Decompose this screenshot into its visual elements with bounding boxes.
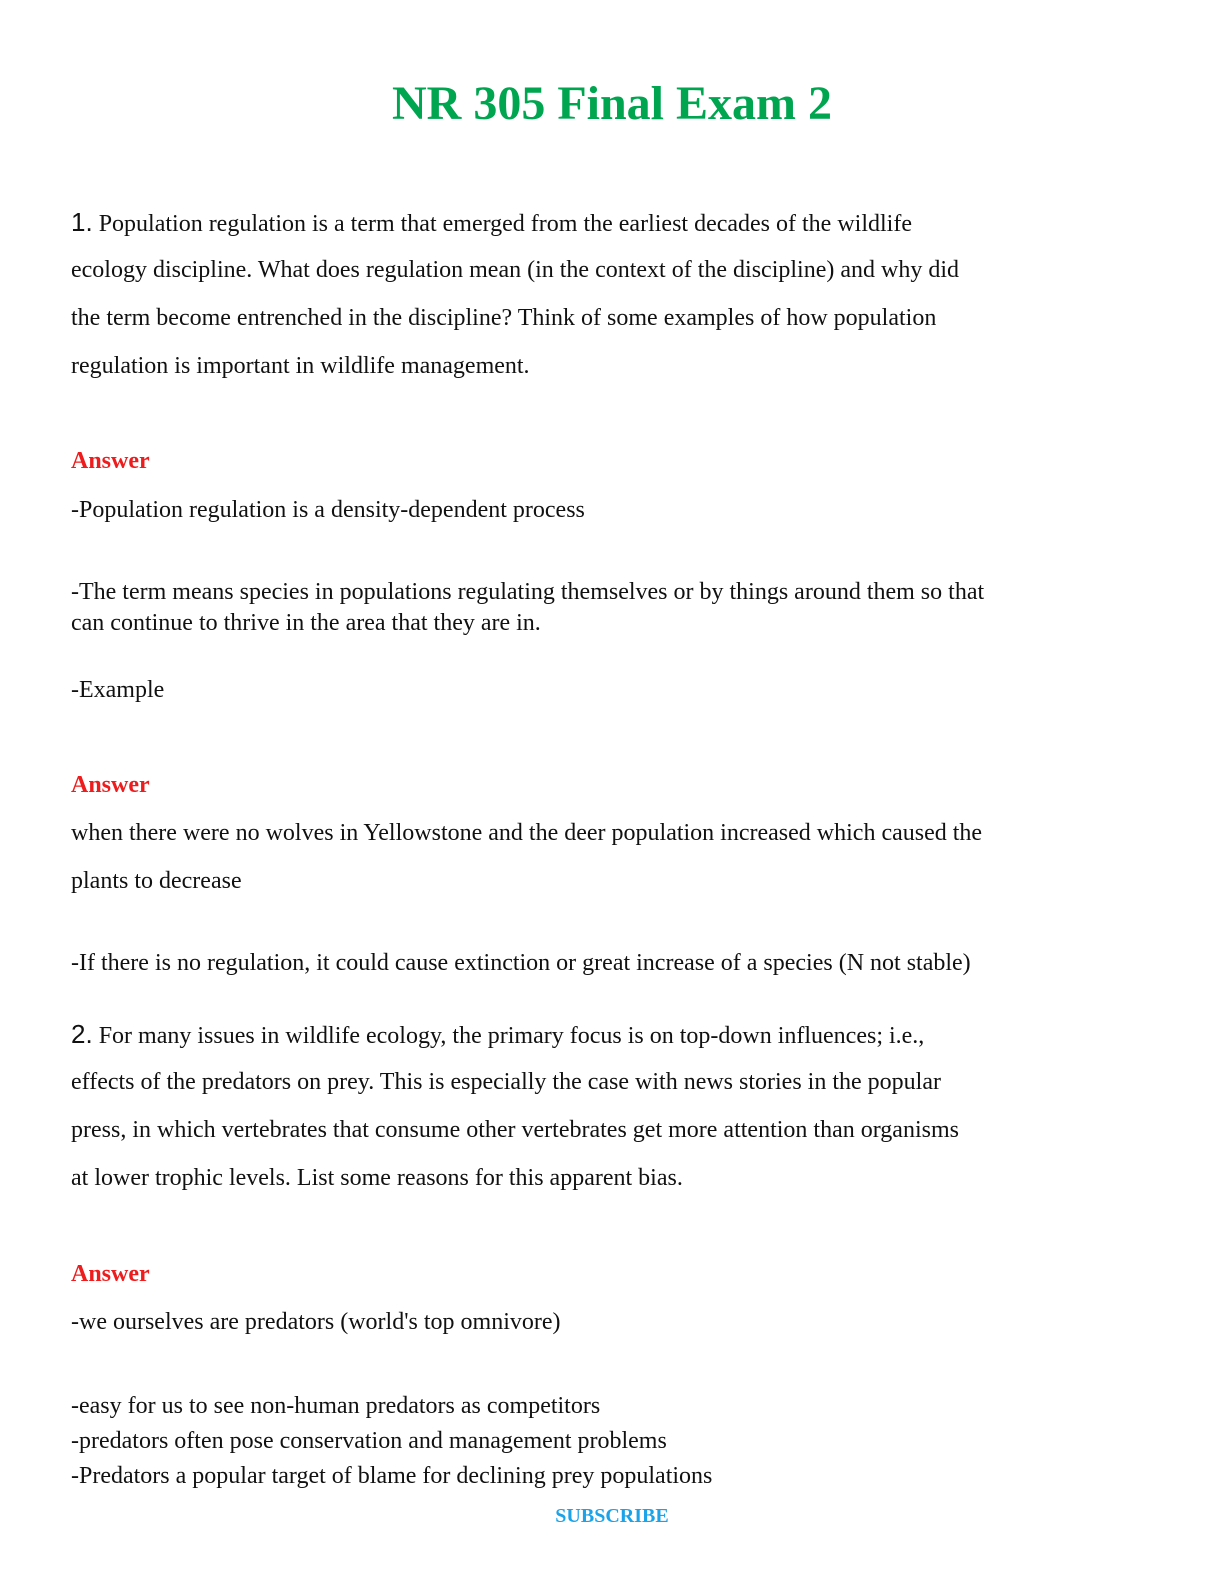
question-2-text-1: For many issues in wildlife ecology, the primary focus is on top-down influences; i.e.,	[98, 1023, 925, 1049]
answer-3-line-2: -easy for us to see non-human predators as competitors	[71, 1393, 601, 1419]
answer-1-line-1: -Population regulation is a density-dependent process	[71, 497, 585, 523]
question-1-number: 1.	[71, 207, 93, 237]
question-2-number: 2.	[71, 1019, 93, 1049]
answer-2-line-2: plants to decrease	[71, 868, 242, 894]
question-2-line-2: effects of the predators on prey. This is especially the case with news stories in the popular	[71, 1069, 941, 1095]
document-title: NR 305 Final Exam 2	[391, 77, 832, 130]
question-2-line-1	[71, 1019, 924, 1051]
answer-2-label: Answer	[71, 772, 150, 798]
answer-2-line-1: when there were no wolves in Yellowstone and the deer population increased which caused the	[71, 820, 983, 846]
answer-3-line-4: -Predators a popular target of blame for declining prey populations	[71, 1463, 713, 1489]
answer-1-line-3: can continue to thrive in the area that they are in.	[71, 610, 541, 636]
subscribe-link[interactable]: SUBSCRIBE	[555, 1505, 669, 1527]
answer-3-line-3: -predators often pose conservation and management problems	[71, 1428, 667, 1454]
answer-2-line-3: -If there is no regulation, it could cause extinction or great increase of a species (N not stable)	[71, 950, 971, 976]
answer-1-label: Answer	[71, 448, 150, 474]
question-2-line-4: at lower trophic levels. List some reasons for this apparent bias.	[71, 1165, 683, 1191]
answer-1-line-2: -The term means species in populations regulating themselves or by things around them so that	[71, 579, 985, 605]
question-1-line-1	[71, 207, 912, 239]
question-1-text-1: Population regulation is a term that emerged from the earliest decades of the wildlife	[98, 211, 912, 237]
question-1-line-3: the term become entrenched in the discipline? Think of some examples of how population	[71, 305, 937, 331]
answer-3-label: Answer	[71, 1261, 150, 1287]
question-2-line-3: press, in which vertebrates that consume other vertebrates get more attention than organisms	[71, 1117, 959, 1143]
answer-3-line-1: -we ourselves are predators (world's top omnivore)	[71, 1309, 561, 1335]
answer-1-line-4: -Example	[71, 677, 165, 703]
question-1-line-2: ecology discipline. What does regulation mean (in the context of the discipline) and why did	[71, 257, 959, 283]
question-1-line-4: regulation is important in wildlife management.	[71, 353, 530, 379]
